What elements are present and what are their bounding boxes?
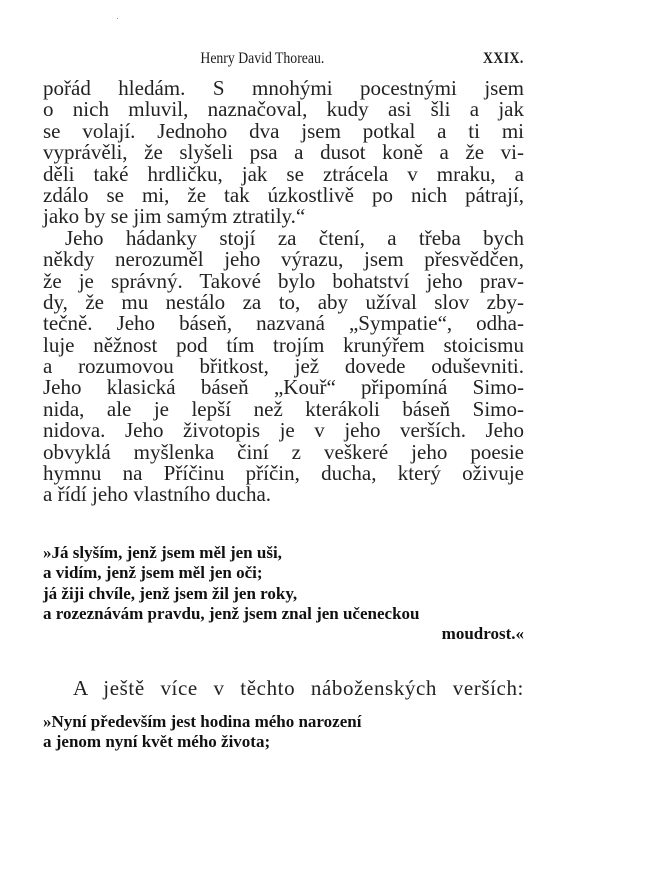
poem-line: a rozeznávám pravdu, jenž jsem znal jen učeneckou [43,603,420,623]
body-line: hymnu na Příčinu příčin, ducha, který oživuje [43,461,524,486]
running-head [43,50,524,72]
scan-speck [117,18,118,19]
body-line: zdálo se mi, že tak úzkostlivě po nich pátrají, [43,182,524,207]
body-line: o nich mluvil, naznačoval, kudy asi šli a jak [43,97,524,122]
body-line: dy, že mu nestálo za to, aby užíval slov zby- [43,289,524,314]
body-line: tečně. Jeho báseň, nazvaná „Sympatie“, odha- [43,311,524,336]
running-head-title: Henry David Thoreau. [200,50,325,67]
body-line: Jeho klasická báseň „Kouř“ připomíná Simo- [43,375,524,400]
body-line: obvyklá myšlenka činí z veškeré jeho poesie [43,439,524,464]
body-line-paragraph-start: Jeho hádanky stojí za čtení, a třeba bych [65,225,524,250]
poem-quote-1 [43,543,524,644]
body-line: a rozumovou břitkost, jež dovede oduševniti. [43,354,524,379]
poem-quote-2 [43,712,524,753]
body-line: nida, ale je lepší než kterákoli báseň Simo- [43,396,524,421]
body-line: někdy nerozuměl jeho výrazu, jsem přesvědčen, [43,247,524,272]
body-line: že je správný. Takové bylo bohatství jeho prav- [43,268,524,293]
body-line: vyprávěli, že slyšeli psa a dusot koně a že vi- [43,140,524,165]
poem-line: »Já slyším, jenž jsem měl jen uši, [43,543,282,562]
body-line: se volají. Jednoho dva jsem potkal a ti mi [43,118,524,143]
body-paragraphs [43,78,524,506]
body-line: luje něžnost pod tím trojím krunýřem stoicismu [43,332,524,357]
body-line: jako by se jim samým ztratily.“ [43,204,306,229]
poem-line: a vidím, jenž jsem měl jen oči; [43,563,263,583]
poem-line: a jenom nyní květ mého života; [43,732,271,752]
body-line: děli také hrdličku, jak se ztrácela v mraku, a [43,161,524,186]
poem-line: já žiji chvíle, jenž jsem žil jen roky, [43,583,298,603]
poem-line-turnover: moudrost.« [441,624,524,644]
intro-line: A ještě více v těchto náboženských verších: [73,676,524,700]
page-number: XXIX. [482,50,524,67]
body-line: a řídí jeho vlastního ducha. [43,482,272,507]
body-line: nidova. Jeho životopis je v jeho verších. Jeho [43,418,524,443]
body-line: pořád hledám. S mnohými pocestnými jsem [43,76,524,100]
poem-line: »Nyní především jest hodina mého narození [43,712,362,731]
